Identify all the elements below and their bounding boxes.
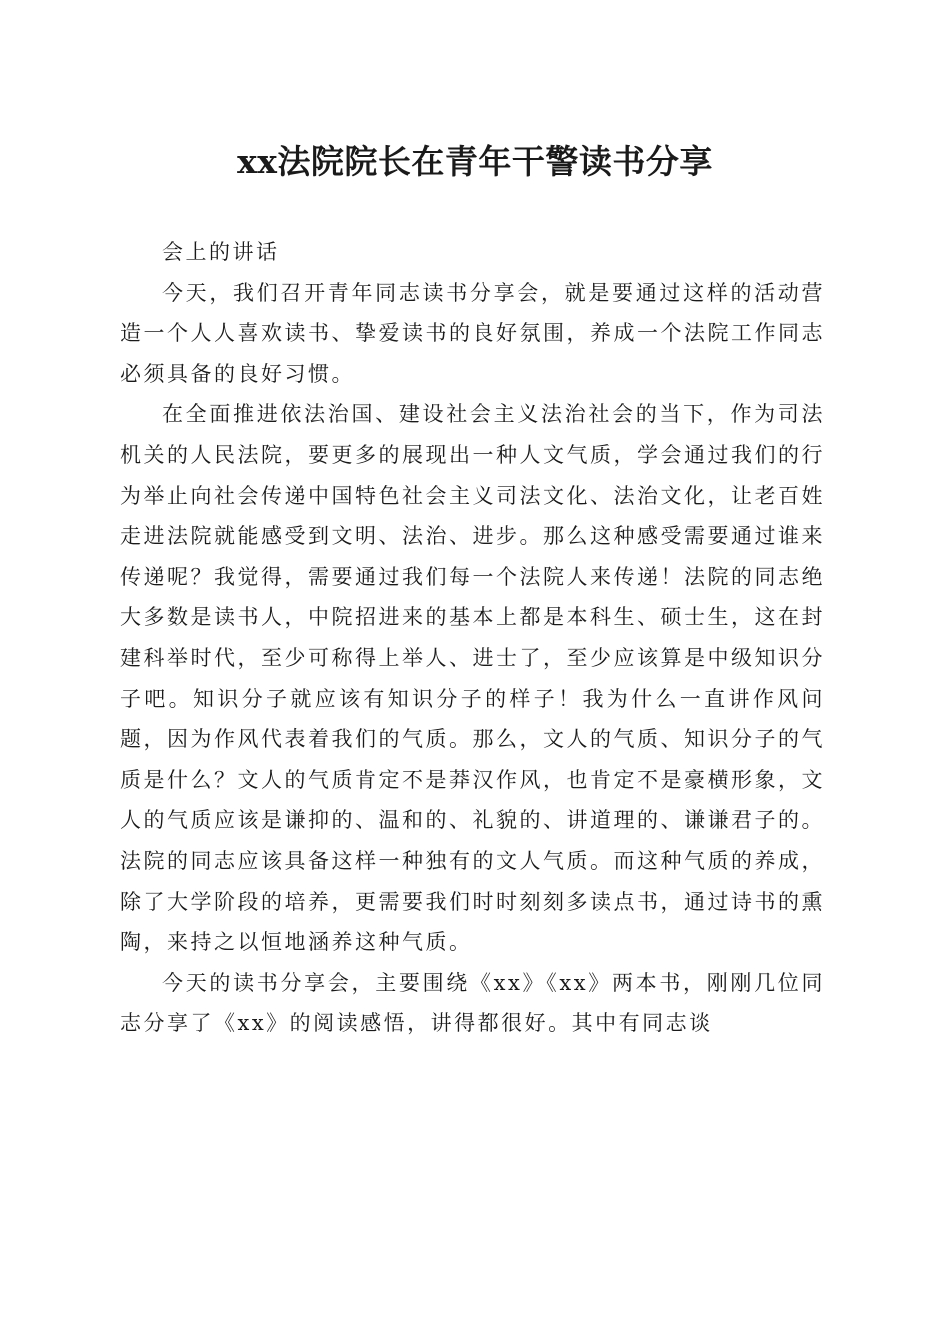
- paragraph-title-continuation: 会上的讲话: [162, 240, 280, 264]
- paragraph: 今天，我们召开青年同志读书分享会，就是要通过这样的活动营造一个人人喜欢读书、挚爱读书的良好氛围，养成一个法院工作同志必须具备的良好习惯。: [120, 280, 825, 386]
- document-title: xx法院院长在青年干警读书分享: [237, 142, 713, 181]
- paragraph: 今天的读书分享会，主要围绕《xx》《xx》两本书，刚刚几位同志分享了《xx》的阅读感悟，讲得都很好。其中有同志谈: [120, 970, 825, 1036]
- document-body: [120, 232, 825, 1044]
- paragraph: 在全面推进依法治国、建设社会主义法治社会的当下，作为司法机关的人民法院，要更多的展现出一种人文气质，学会通过我们的行为举止向社会传递中国特色社会主义司法文化、法治文化，让老百姓走进法院就能感受到文明、法治、进步。那么这种感受需要通过谁来传递呢？我觉得，需要通过我们每一个法院人来传递！法院的同志绝大多数是读书人，中院招进来的基本上都是本科生、硕士生，这在封建科举时代，至少可称得上举人、进士了，至少应该算是中级知识分子吧。知识分子就应该有知识分子的样子！我为什么一直讲作风问题，因为作风代表着我们的气质。那么，文人的气质、知识分子的气质是什么？文人的气质肯定不是莽汉作风，也肯定不是豪横形象，文人的气质应该是谦抑的、温和的、礼貌的、讲道理的、谦谦君子的。法院的同志应该具备这样一种独有的文人气质。而这种气质的养成，除了大学阶段的培养，更需要我们时时刻刻多读点书，通过诗书的熏陶，来持之以恒地涵养这种气质。: [120, 402, 825, 955]
